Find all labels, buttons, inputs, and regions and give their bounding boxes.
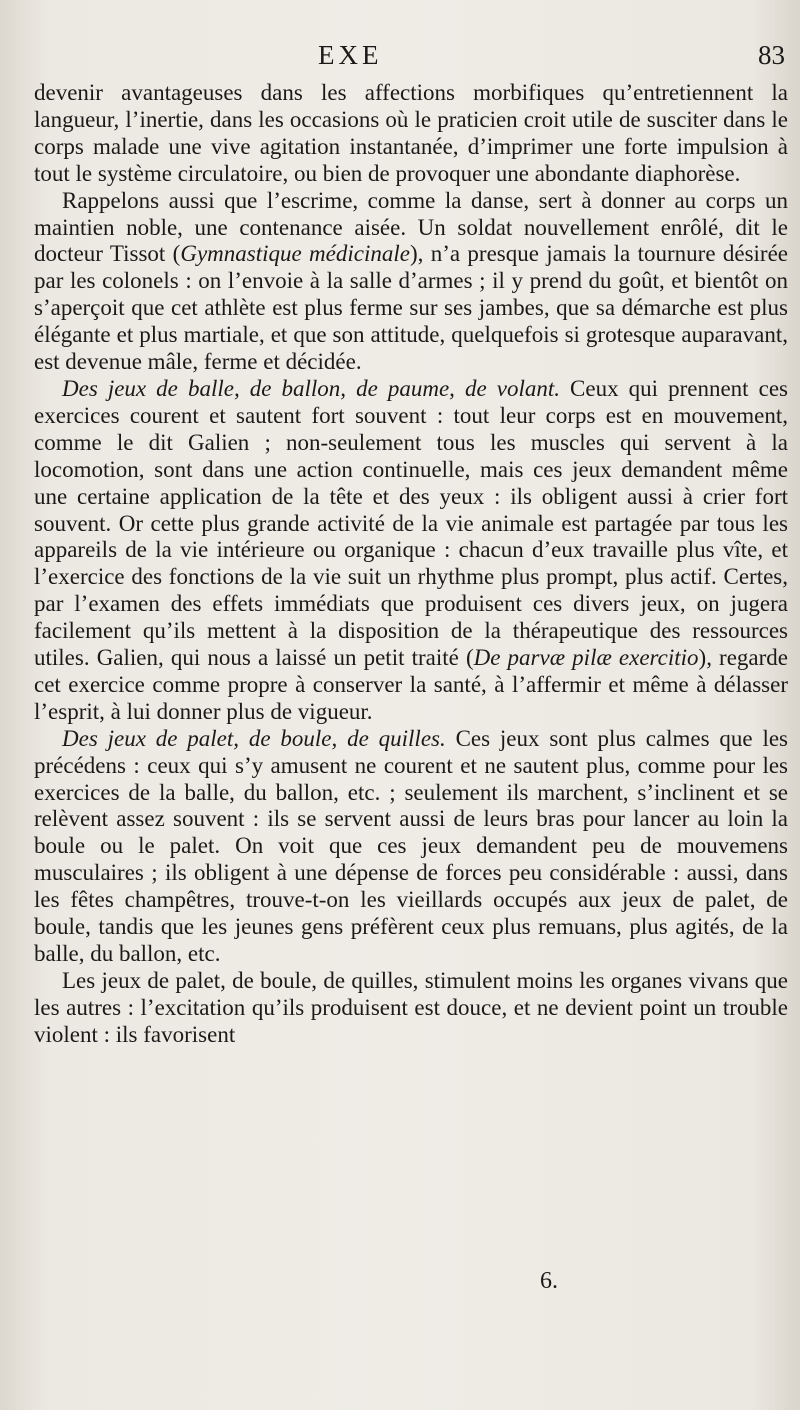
- text-run: ), regarde cet exercice comme propre à conserver la santé, à l’affermir et même à délasser l’esprit, à lui donner plus de vigueur.: [34, 645, 789, 724]
- running-title: EXE: [318, 40, 383, 70]
- text-run: devenir avantageuses dans les affections morbifiques qu’entretiennent la langueur, l’inertie, dans les occasions où le praticien croit utile de susciter dans le corps malade une vive agitation instantanée, d’imprimer une forte impulsion à tout le système circulatoire, ou bien de provoquer une abondante diaphorèse.: [34, 80, 788, 186]
- paragraph: [34, 188, 788, 376]
- signature-mark: 6.: [540, 1268, 558, 1294]
- text-run: Les jeux de palet, de boule, de quilles, stimulent moins les organes vivans que les autres : l’excitation qu’ils produisent est douce, et ne devient point un trouble violent : ils favorisent: [34, 967, 788, 1047]
- paragraph: [34, 726, 788, 968]
- text-run: Ces jeux sont plus calmes que les précédens : ceux qui s’y amusent ne courent et ne sautent plus, comme pour les exercices de la balle, du ballon, etc. ; seulement ils marchent, s’inclinent et se relèvent assez souvent : ils se servent aussi de leurs bras pour lancer au loin la boule ou le palet. On voit que ces jeux demandent peu de mouvemens musculaires ; ils obligent à une dépense de forces peu considérable : aussi, dans les fêtes champêtres, trouve-t-on les vieillards occupés aux jeux de palet, de boule, tandis que les jeunes gens préfèrent ceux plus remuans, plus agités, de la balle, du ballon, etc.: [34, 725, 788, 966]
- text-run: Rappelons aussi que l’escrime, comme la danse, sert à donner au corps un maintien noble, une contenance aisée. Un soldat nouvellement enrôlé, dit le docteur Tissot (: [34, 187, 788, 267]
- italic-text: Des jeux de palet, de boule, de quilles.: [62, 725, 446, 751]
- text-run: Ceux qui prennent ces exercices courent et sautent fort souvent : tout leur corps est en mouvement, comme le dit Galien ; non-seulement tous les muscles qui servent à la locomotion, sont dans une action continuelle, mais ces jeux demandent même une certaine application de la tête et des yeux : ils obligent aussi à crier fort souvent. Or cette plus grande activité de la vie animale est partagée par tous les appareils de la vie intérieure ou organique : chacun d’eux travaille plus vîte, et l’exercice des fonctions de la vie suit un rhythme plus prompt, plus actif. Certes, par l’examen des effets immédiats que produisent ces divers jeux, on jugera facilement qu’ils mettent à la disposition de la thérapeutique des ressources utiles. Galien, qui nous a laissé un petit traité (: [34, 375, 788, 671]
- page-number: 83: [758, 40, 785, 70]
- text-run: ), n’a presque jamais la tournure désirée par les colonels : on l’envoie à la salle d’armes ; il y prend du goût, et bientôt on s’aperçoit que cet athlète est plus ferme sur ses jambes, que sa démarche est plus élégante et plus martiale, et que son attitude, quelquefois si grotesque auparavant, est devenue mâle, ferme et décidée.: [34, 241, 788, 375]
- italic-text: Gymnastique médicinale: [180, 241, 410, 267]
- paragraph: [34, 376, 788, 726]
- italic-text: Des jeux de balle, de ballon, de paume, de volant.: [62, 375, 560, 401]
- running-head: [0, 40, 800, 80]
- body-text: [34, 80, 788, 1049]
- italic-text: De parvæ pilæ exercitio: [473, 645, 699, 671]
- paragraph: [34, 968, 788, 1049]
- paragraph: [34, 80, 788, 188]
